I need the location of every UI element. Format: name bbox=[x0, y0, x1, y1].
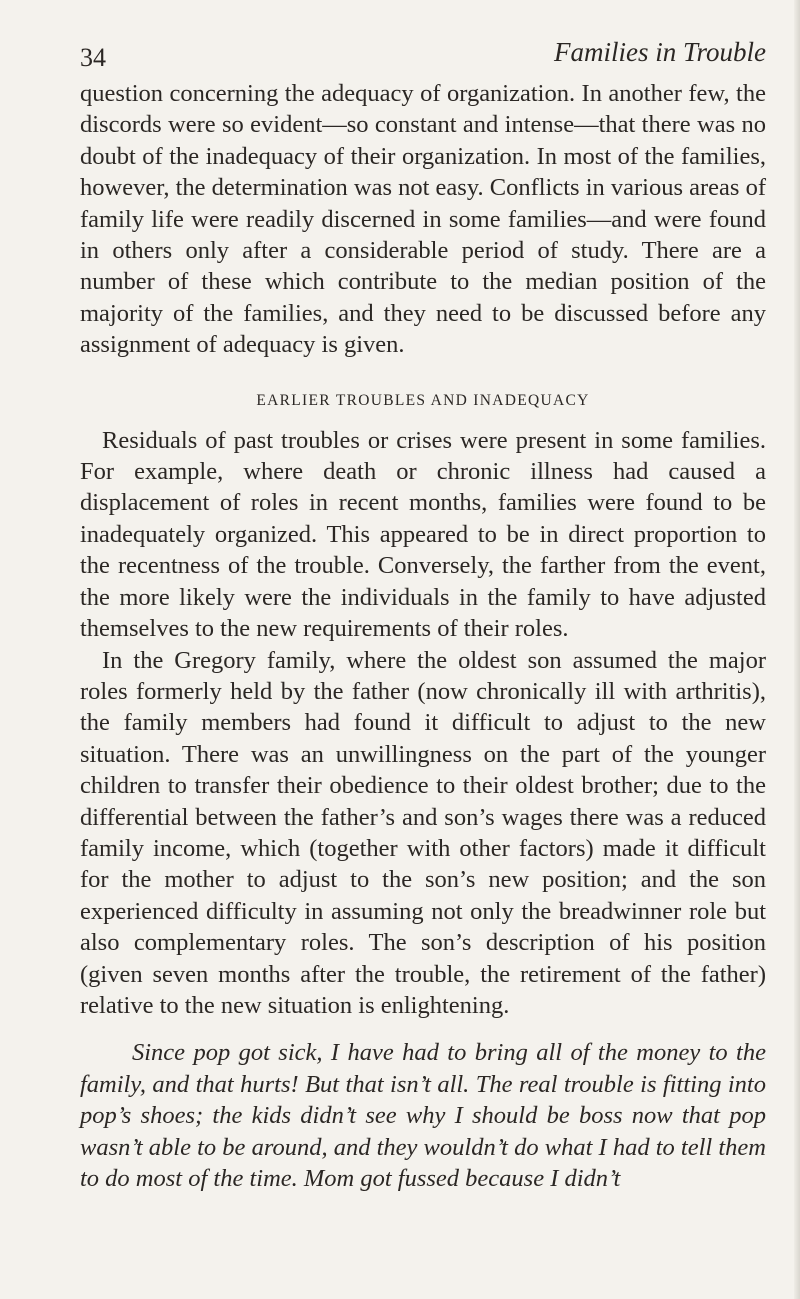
section-heading: EARLIER TROUBLES AND INADEQUACY bbox=[256, 391, 590, 409]
book-page bbox=[80, 30, 766, 1194]
running-head bbox=[80, 30, 766, 70]
page-edge-shadow bbox=[794, 0, 800, 1299]
body-text bbox=[80, 78, 766, 1194]
running-title: Families in Trouble bbox=[553, 37, 766, 67]
paragraph-1: question concerning the adequacy of organization. In another few, the discords were so evident—so constant and intense—that there was no doubt of the inadequacy of their organization. In most of the families, however, the determination was not easy. Conflicts in various areas of family life were readily discerned in some families—and were found in others only after a considerable period of study. There are a number of these which contribute to the median position of the majority of the families, and they need to be discussed before any assignment of adequacy is given. bbox=[80, 80, 766, 359]
page-number: 34 bbox=[80, 43, 106, 72]
paragraph-3: In the Gregory family, where the oldest son assumed the major roles formerly held by the father (now chronically ill with arthritis), the family members had found it difficult to adjust to the new situation. There was an unwillingness on the part of the younger children to transfer their obedience to their oldest brother; due to the differential between the father’s and son’s wages there was a reduced family income, which (together with other factors) made it difficult for the mother to adjust to the son’s new position; and the son experienced difficulty in assuming not only the breadwinner role but also complementary roles. The son’s description of his position (given seven months after the trouble, the retirement of the father) relative to the new situation is enlightening. bbox=[80, 646, 766, 1019]
paragraph-2: Residuals of past troubles or crises were present in some families. For example, where death or chronic illness had caused a displacement of roles in recent months, families were found to be inadequately organized. This appeared to be in direct proportion to the recentness of the trouble. Conversely, the farther from the event, the more likely were the individuals in the family to have adjusted themselves to the new requirements of their roles. bbox=[80, 426, 766, 643]
quoted-passage: Since pop got sick, I have had to bring all of the money to the family, and that hurts! But that isn’t all. The real trouble is fitting into pop’s shoes; the kids didn’t see why I should be boss now that pop wasn’t able to be around, and they wouldn’t do what I had to tell them to do most of the time. Mom got fussed because I didn’t bbox=[80, 1039, 766, 1192]
